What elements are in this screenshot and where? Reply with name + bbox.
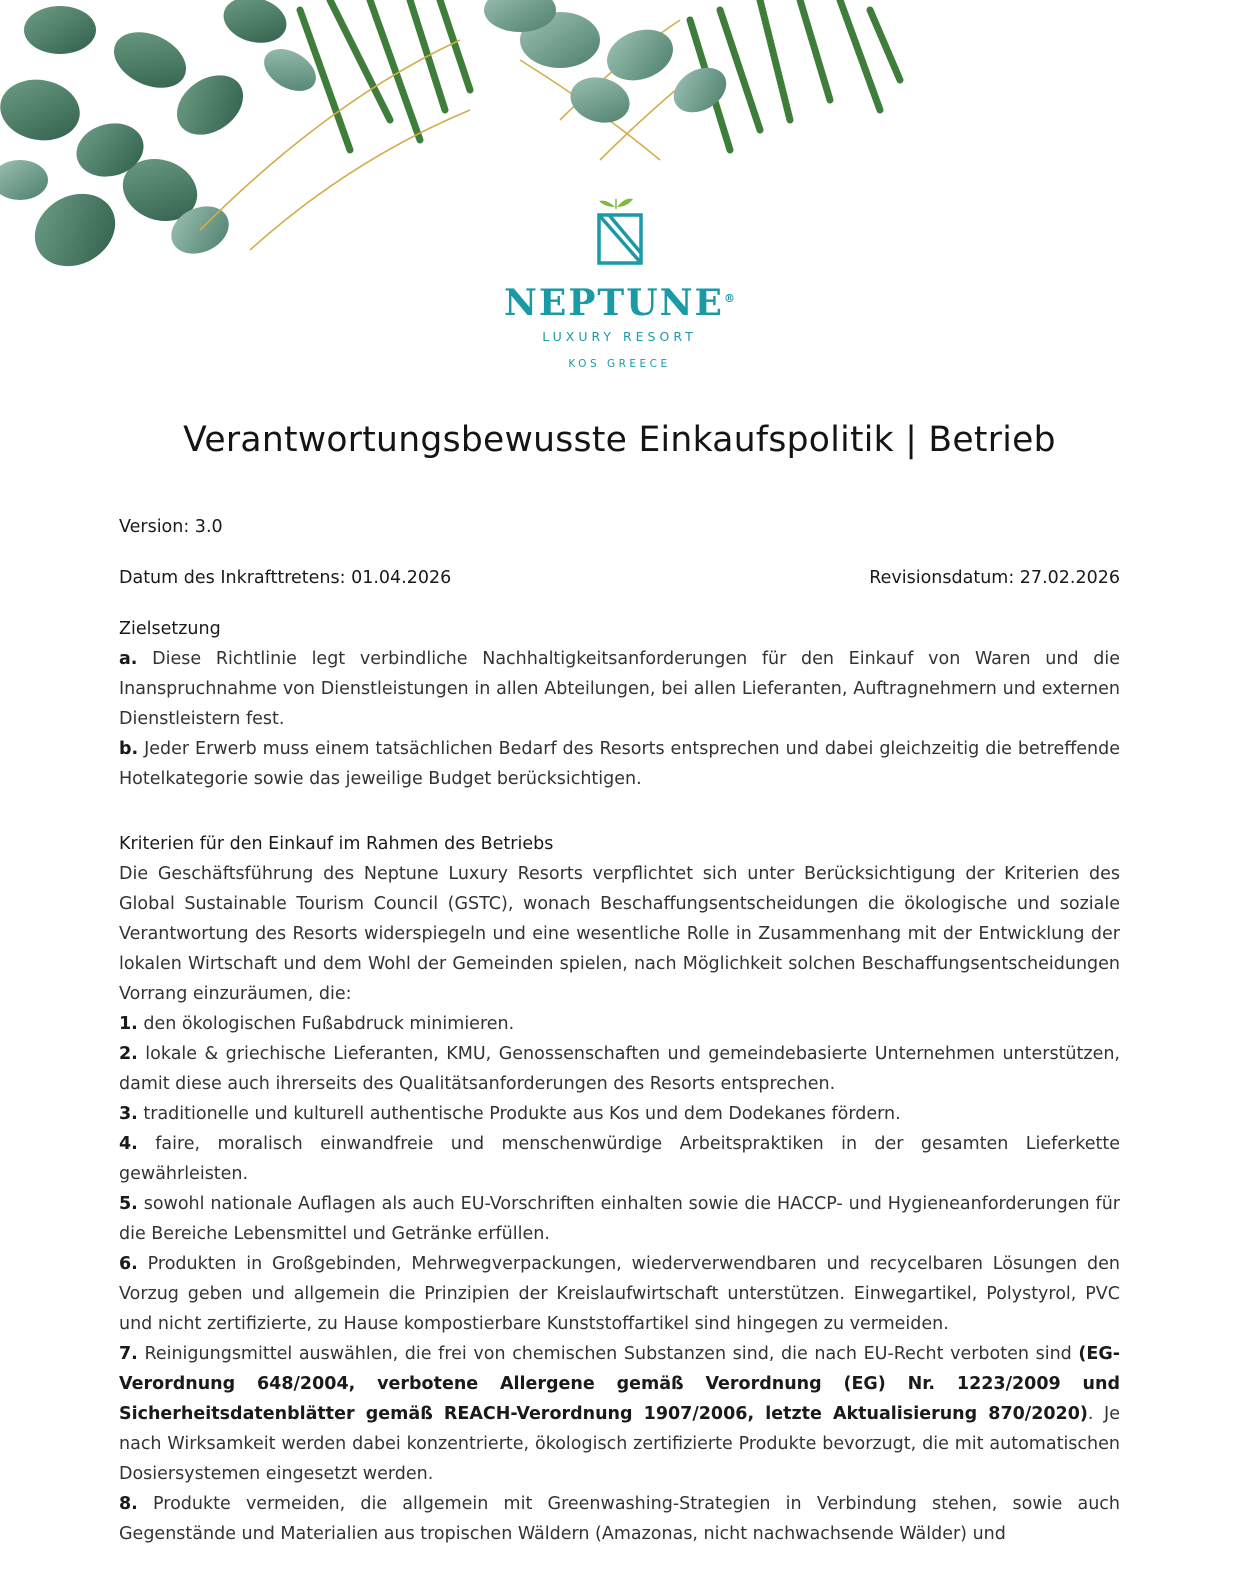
brand-subtitle: LUXURY RESORT [542, 329, 697, 344]
resort-logo [0, 195, 1239, 371]
revision-date: Revisionsdatum: 27.02.2026 [869, 568, 1120, 588]
criteria-heading: Kriterien für den Einkauf im Rahmen des Betriebs [119, 834, 554, 854]
objective-item: b. Jeder Erwerb muss einem tatsächlichen Bedarf des Resorts entsprechen und dabei gleichzeitig die betreffende Hotelkategorie sowie das jeweilige Budget berücksichtigen. [119, 739, 1120, 789]
objective-heading: Zielsetzung [119, 619, 221, 639]
criteria-item: 1. den ökologischen Fußabdruck minimieren. [119, 1014, 515, 1034]
document-title: Verantwortungsbewusste Einkaufspolitik | Betrieb [183, 420, 1056, 460]
criteria-item: 8. Produkte vermeiden, die allgemein mit Greenwashing-Strategien in Verbindung stehen, sowie auch Gegenstände und Materialien aus tropischen Wäldern (Amazonas, nicht nachwachsende Wälder) und [119, 1494, 1120, 1544]
neptune-logo-icon [585, 195, 655, 269]
brand-name: NEPTUNE® [504, 282, 735, 324]
dates-row [119, 563, 1120, 593]
criteria-item: 4. faire, moralisch einwandfreie und menschenwürdige Arbeitspraktiken in der gesamten Lieferkette gewährleisten. [119, 1134, 1120, 1184]
criteria-item: 7. Reinigungsmittel auswählen, die frei von chemischen Substanzen sind, die nach EU-Recht verboten sind (EG-Verordnung 648/2004, verbotene Allergene gemäß Verordnung (EG) Nr. 1223/2009 und Sicherheitsdatenblätter gemäß REACH-Verordnung 1907/2006, letzte Aktualisierung 870/2020). Je nach Wirksamkeit werden dabei konzentrierte, ökologisch zertifizierte Produkte bevorzugt, die mit automatischen Dosiersystemen eingesetzt werden. [119, 1344, 1120, 1484]
criteria-item: 5. sowohl nationale Auflagen als auch EU-Vorschriften einhalten sowie die HACCP- und Hygieneanforderungen für die Bereiche Lebensmittel und Getränke erfüllen. [119, 1194, 1120, 1244]
objective-item: a. Diese Richtlinie legt verbindliche Nachhaltigkeitsanforderungen für den Einkauf von Waren und die Inanspruchnahme von Dienstleistungen in allen Abteilungen, bei allen Lieferanten, Auftragnehmern und externen Dienstleistern fest. [119, 649, 1120, 729]
document-body [119, 512, 1120, 1549]
criteria-item: 3. traditionelle und kulturell authentische Produkte aus Kos und dem Dodekanes fördern. [119, 1104, 901, 1124]
criteria-intro: Die Geschäftsführung des Neptune Luxury Resorts verpflichtet sich unter Berücksichtigung der Kriterien des Global Sustainable Tourism Council (GSTC), wonach Beschaffungsentscheidungen die ökologische und soziale Verantwortung des Resorts widerspiegeln und eine wesentliche Rolle in Zusammenhang mit der Entwicklung der lokalen Wirtschaft und dem Wohl der Gemeinden spielen, nach Möglichkeit solchen Beschaffungsentscheidungen Vorrang einzuräumen, die: [119, 864, 1120, 1004]
brand-location: KOS GREECE [568, 358, 671, 370]
criteria-item: 2. lokale & griechische Lieferanten, KMU, Genossenschaften und gemeindebasierte Unternehmen unterstützen, damit diese auch ihrerseits des Qualitätsanforderungen des Resorts entsprechen. [119, 1044, 1120, 1094]
version-line: Version: 3.0 [119, 517, 223, 537]
criteria-item: 6. Produkten in Großgebinden, Mehrwegverpackungen, wiederverwendbaren und recycelbaren Lösungen den Vorzug geben und allgemein die Prinzipien der Kreislaufwirtschaft unterstützen. Einwegartikel, Polystyrol, PVC und nicht zertifizierte, zu Hause kompostierbare Kunststoffartikel sind hingegen zu vermeiden. [119, 1254, 1120, 1334]
effective-date: Datum des Inkrafttretens: 01.04.2026 [119, 568, 452, 588]
